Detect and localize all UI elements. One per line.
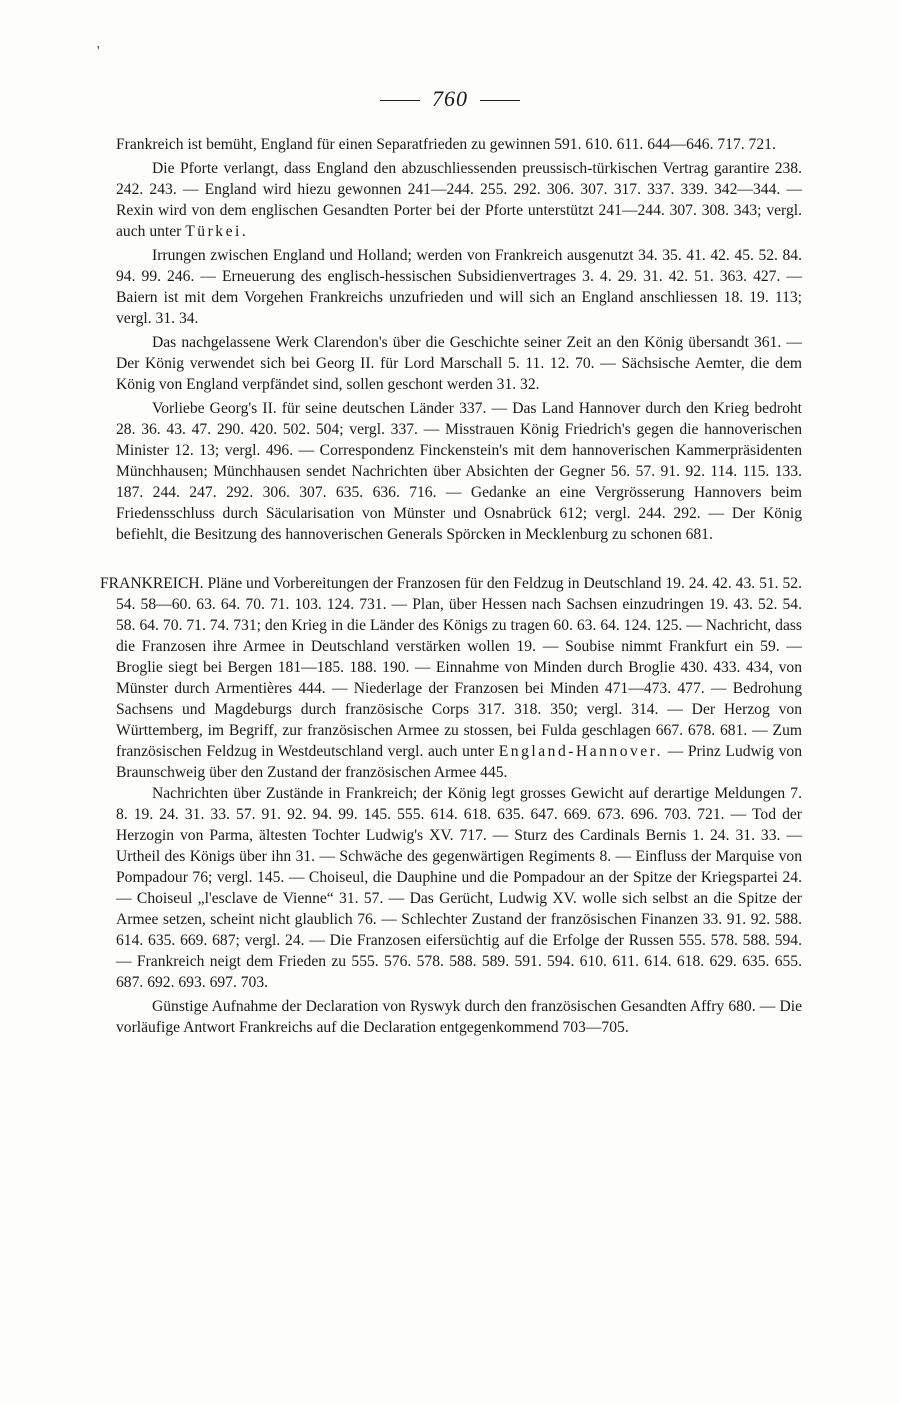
page-number: 760: [432, 86, 468, 111]
paragraph-hannover: Vorliebe Georg's II. für seine deutschen Länder 337. — Das Land Hannover durch den Krieg bedroht 28. 36. 43. 47. 290. 420. 502. 504; vergl. 337. — Misstrauen König Friedrich's gegen die hannoverischen Minister 12. 13; vergl. 496. — Correspondenz Finckenstein's mit dem hannoverischen Kammerpräsidenten Münchhausen; Münchhausen sendet Nachrichten über Absichten der Gegner 56. 57. 91. 92. 114. 115. 133. 187. 244. 247. 292. 306. 307. 635. 636. 716. — Gedanke an eine Vergrösserung Hannovers beim Friedensschluss durch Säcularisation von Münster und Osnabrück 612; vergl. 244. 292. — Der König befiehlt, die Besitzung des hannoverischen Generals Spörcken in Mecklenburg zu schonen 681.: [116, 400, 802, 543]
paragraph-feldzug: [100, 573, 802, 783]
entry-heading: FRANKREICH.: [100, 575, 204, 592]
paragraph-separatfrieden: Frankreich ist bemüht, England für einen Separatfrieden zu gewinnen 591. 610. 611. 644—646. 717. 721.: [116, 136, 776, 153]
paragraph-zustaende: Nachrichten über Zustände in Frankreich; der König legt grosses Gewicht auf derartige Meldungen 7. 8. 19. 24. 31. 33. 57. 91. 92. 94. 99. 145. 555. 614. 618. 635. 647. 669. 673. 696. 703. 721. — Tod der Herzogin von Parma, ältesten Tochter Ludwig's XV. 717. — Sturz des Cardinals Bernis 1. 24. 31. 33. — Urtheil des Königs über ihn 31. — Schwäche des gegenwärtigen Regiments 8. — Einfluss der Marquise von Pompadour 76; vergl. 145. — Choiseul, die Dauphine und die Pompadour an der Spitze der Kriegspartei 24. — Choiseul „l'esclave de Vienne“ 31. 57. — Das Gerücht, Ludwig XV. wolle sich selbst an die Spitze der Armee setzen, scheint nicht glaublich 76. — Schlechter Zustand der französischen Finanzen 33. 91. 92. 588. 614. 635. 669. 687; vergl. 24. — Die Franzosen eifersüchtig auf die Erfolge der Russen 555. 578. 588. 594. — Frankreich neigt dem Frieden zu 555. 576. 578. 588. 589. 591. 594. 610. 611. 614. 618. 629. 635. 655. 687. 692. 693. 697. 703.: [116, 785, 802, 991]
header-rule-left: [380, 100, 420, 101]
paragraph-pforte-text: Die Pforte verlangt, dass England den abzuschliessenden preussisch-türkischen Vertrag garantire 238. 242. 243. — England wird hiezu gewonnen 241—244. 255. 292. 306. 307. 317. 337. 339. 342—344. — Rexin wird von dem englischen Gesandten Porter bei der Pforte unterstützt 241—244. 307. 308. 343; vergl. auch unter: [116, 160, 802, 240]
paragraph-pforte: [116, 158, 802, 242]
paragraph-feldzug-text: Pläne und Vorbereitungen der Franzosen für den Feldzug in Deutschland 19. 24. 42. 43. 51. 52. 54. 58—60. 63. 64. 70. 71. 103. 124. 731. — Plan, über Hessen nach Sachsen einzudringen 19. 43. 52. 54. 58. 64. 70. 71. 74. 731; den Krieg in die Länder des Königs zu tragen 60. 63. 64. 124. 125. — Nachricht, dass die Franzosen ihre Armee in Deutschland verstärken wollen 19. — Soubise nimmt Frankfurt ein 59. — Broglie siegt bei Bergen 181—185. 188. 190. — Einnahme von Minden durch Broglie 430. 433. 434, von Münster durch Armentières 444. — Niederlage der Franzosen bei Minden 471—473. 477. — Bedrohung Sachsens und Magdeburgs durch französische Corps 317. 318. 350; vergl. 314. — Der Herzog von Württemberg, im Begriff, zur französischen Armee zu stossen, bei Fulda geschlagen 667. 678. 681. — Zum französischen Feldzug in Westdeutschland vergl. auch unter: [116, 575, 802, 760]
header-rule-right: [480, 100, 520, 101]
scan-speck: ': [97, 44, 100, 59]
paragraph-clarendon: Das nachgelassene Werk Clarendon's über die Geschichte seiner Zeit an den König übersandt 361. — Der König verwendet sich bei Georg II. für Lord Marschall 5. 11. 12. 70. — Sächsische Aemter, die dem König von England verpfändet sind, sollen geschont werden 31. 32.: [116, 334, 802, 393]
section-frankreich: [100, 573, 802, 1038]
page-header: [0, 86, 900, 112]
cross-reference-tuerkei: Türkei.: [185, 223, 249, 240]
paragraph-feldzug-tail: — Prinz Ludwig von Braunschweig über den Zustand der französischen Armee 445.: [116, 743, 802, 781]
text-column: [100, 134, 802, 1038]
paragraph-holland: Irrungen zwischen England und Holland; werden von Frankreich ausgenutzt 34. 35. 41. 42. 45. 52. 84. 94. 99. 246. — Erneuerung des englisch-hessischen Subsidienvertrages 3. 4. 29. 31. 42. 51. 363. 427. — Baiern ist mit dem Vorgehen Frankreichs unzufrieden und will sich an England anschliessen 18. 19. 113; vergl. 31. 34.: [116, 247, 802, 327]
paragraph-ryswyk: Günstige Aufnahme der Declaration von Ryswyk durch den französischen Gesandten Affry 680. — Die vorläufige Antwort Frankreichs auf die Declaration entgegenkommend 703—705.: [116, 998, 802, 1036]
cross-reference-england-hannover: England-Hannover.: [498, 743, 663, 760]
